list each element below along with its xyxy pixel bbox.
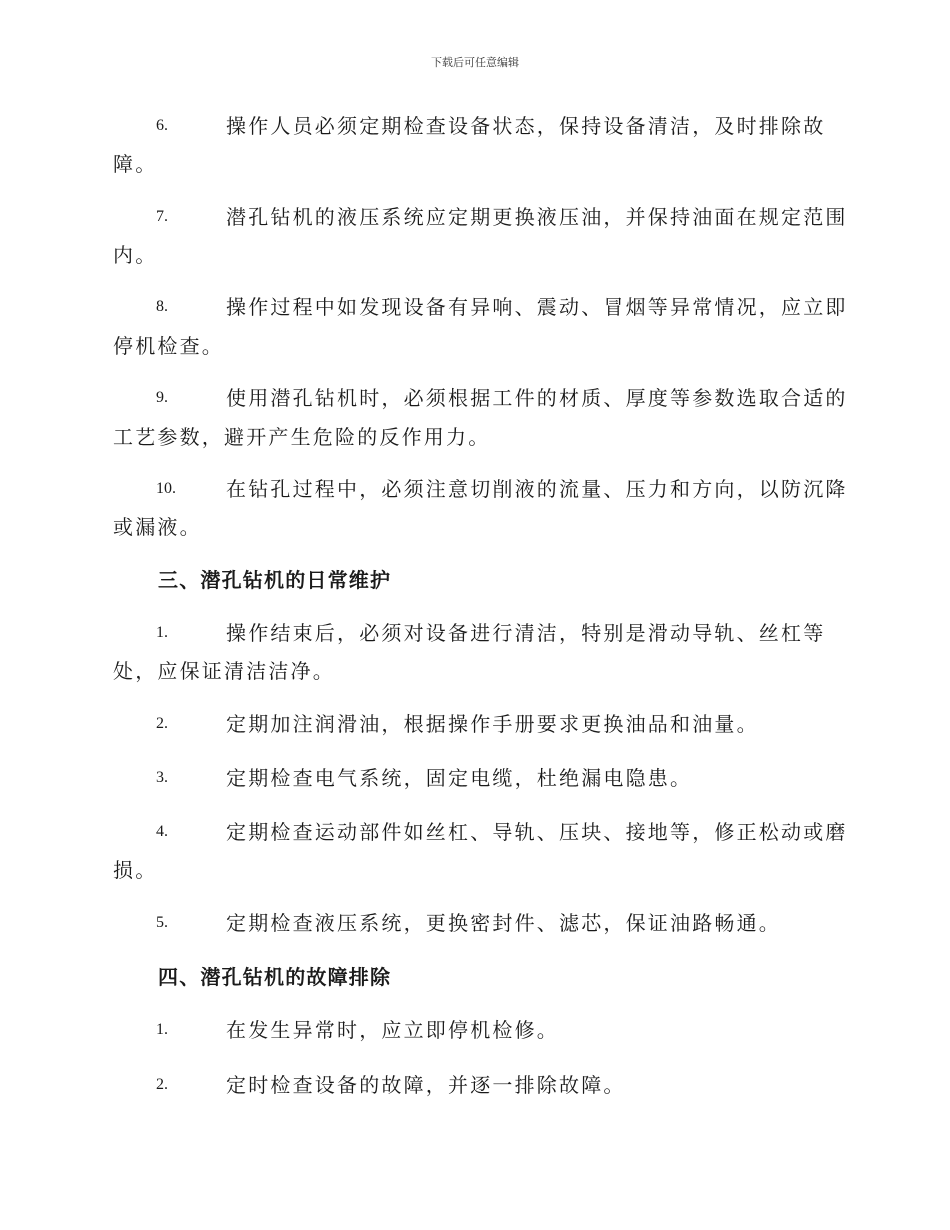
item-number: 5. [156, 914, 168, 931]
item-text-continued: 或漏液。 [113, 515, 202, 539]
item-number: 3. [156, 769, 168, 786]
item-text: 在发生异常时，应立即停机检修。 [226, 1018, 559, 1042]
item-text: 潜孔钻机的液压系统应定期更换液压油，并保持油面在规定范围 [226, 205, 848, 229]
section-heading: 三、潜孔钻机的日常维护 [158, 568, 392, 592]
item-number: 2. [156, 715, 168, 732]
item-number: 8. [156, 298, 168, 315]
item-text: 定期检查运动部件如丝杠、导轨、压块、接地等，修正松动或磨 [226, 820, 848, 844]
item-text: 定期检查液压系统，更换密封件、滤芯，保证油路畅通。 [226, 911, 781, 935]
item-text: 定期检查电气系统，固定电缆，杜绝漏电隐患。 [226, 766, 693, 790]
item-text: 在钻孔过程中，必须注意切削液的流量、压力和方向，以防沉降 [226, 477, 848, 501]
item-text: 定时检查设备的故障，并逐一排除故障。 [226, 1073, 626, 1097]
item-text: 操作过程中如发现设备有异响、震动、冒烟等异常情况，应立即 [226, 295, 848, 319]
item-text: 操作人员必须定期检查设备状态，保持设备清洁，及时排除故 [226, 114, 826, 138]
item-text-continued: 处，应保证清洁洁净。 [113, 659, 335, 683]
item-text: 操作结束后，必须对设备进行清洁，特别是滑动导轨、丝杠等 [226, 621, 826, 645]
item-text: 定期加注润滑油，根据操作手册要求更换油品和油量。 [226, 712, 759, 736]
item-text-continued: 损。 [113, 858, 158, 882]
item-text-continued: 障。 [113, 152, 158, 176]
item-number: 10. [156, 480, 176, 497]
item-text-continued: 停机检查。 [113, 334, 224, 358]
item-number: 9. [156, 389, 168, 406]
item-number: 2. [156, 1076, 168, 1093]
item-number: 7. [156, 208, 168, 225]
item-text: 使用潜孔钻机时，必须根据工件的材质、厚度等参数选取合适的 [226, 386, 848, 410]
item-text-continued: 内。 [113, 243, 158, 267]
item-number: 1. [156, 1021, 168, 1038]
item-number: 6. [156, 117, 168, 134]
item-number: 1. [156, 624, 168, 641]
section-heading: 四、潜孔钻机的故障排除 [158, 965, 392, 989]
item-text-continued: 工艺参数，避开产生危险的反作用力。 [113, 425, 491, 449]
item-number: 4. [156, 823, 168, 840]
page-header: 下载后可任意编辑 [431, 56, 519, 69]
